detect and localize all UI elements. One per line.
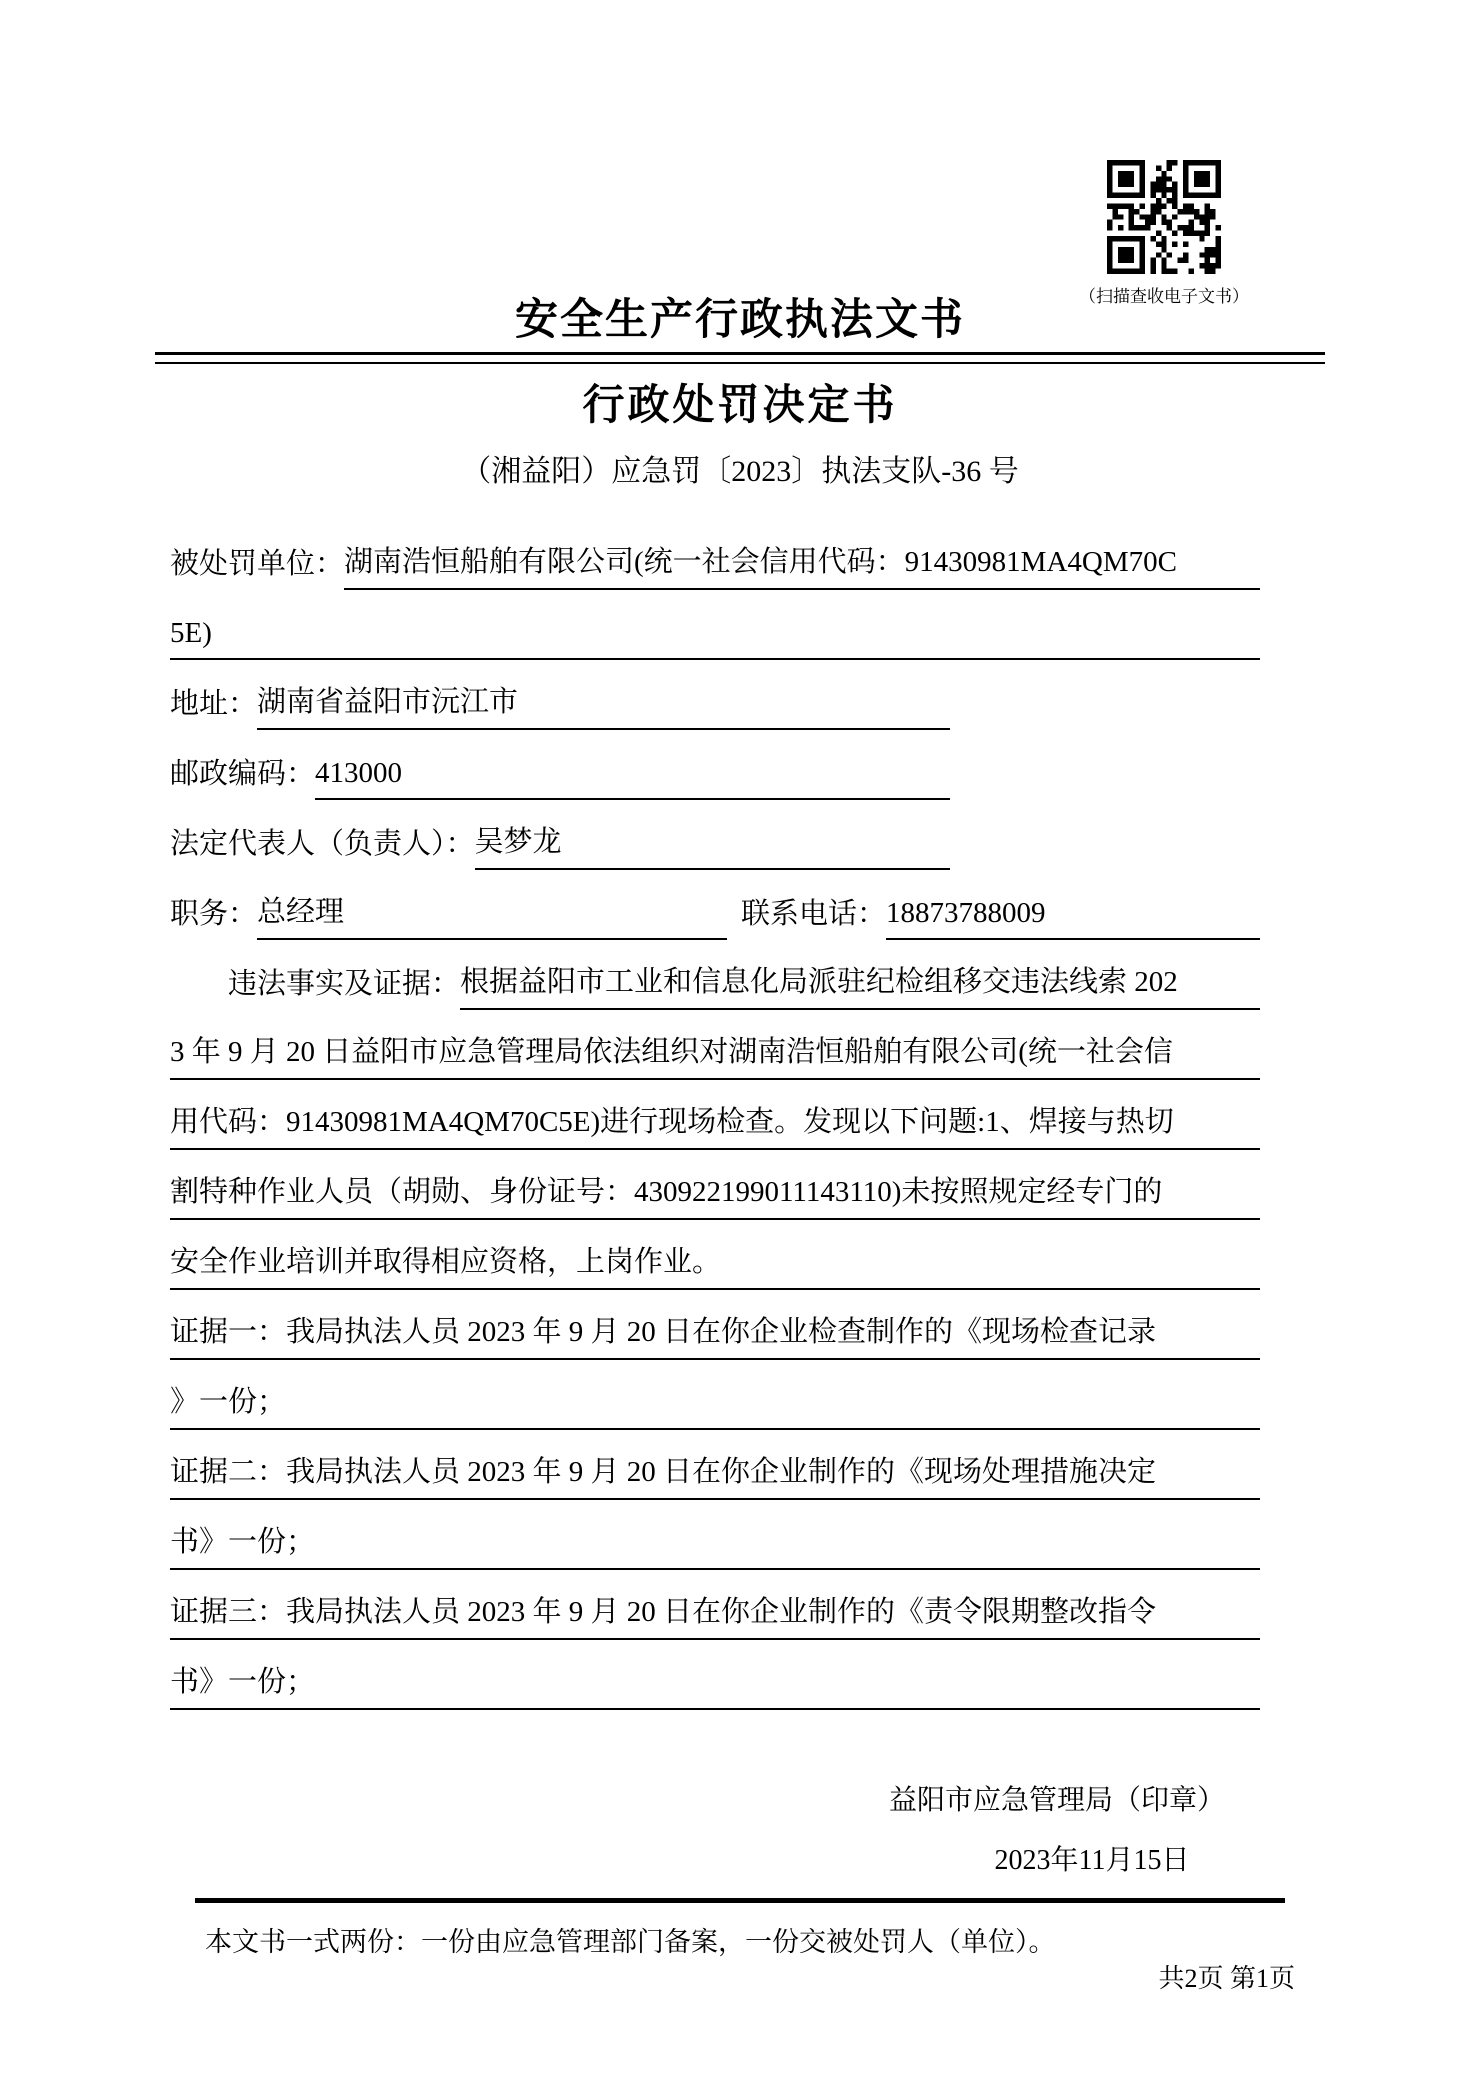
footer-rule: [195, 1898, 1285, 1903]
evidence-2-line-1: [170, 1430, 1260, 1500]
evidence-1-text-2: 》一份；: [170, 1379, 1260, 1430]
field-line-position-phone: [170, 870, 1260, 940]
footer-note: 本文书一式两份：一份由应急管理部门备案，一份交被处罚人（单位）。: [205, 1927, 1056, 1957]
page-title: 行政处罚决定书: [582, 383, 898, 429]
facts-line-1: [170, 940, 1260, 1010]
facts-value-2: 3 年 9 月 20 日益阳市应急管理局依法组织对湖南浩恒船舶有限公司(统一社会信: [170, 1029, 1260, 1080]
evidence-1-line-2: [170, 1360, 1260, 1430]
phone-value: 18873788009: [886, 897, 1260, 940]
field-line-postal-code: [170, 730, 1260, 800]
facts-line-4: [170, 1150, 1260, 1220]
postal-code-value: 413000: [315, 757, 950, 800]
facts-value-5: 安全作业培训并取得相应资格，上岗作业。: [170, 1239, 1260, 1290]
field-line-address: [170, 660, 1260, 730]
evidence-1-line-1: [170, 1290, 1260, 1360]
evidence-1-text-1: 证据一：我局执法人员 2023 年 9 月 20 日在你企业检查制作的《现场检查记录: [170, 1309, 1260, 1360]
issue-date: 2023年11月15日: [994, 1845, 1190, 1876]
legal-rep-value: 吴梦龙: [475, 819, 950, 870]
evidence-3-text-1: 证据三：我局执法人员 2023 年 9 月 20 日在你企业制作的《责令限期整改指令: [170, 1589, 1260, 1640]
position-label: 职务：: [170, 898, 258, 930]
field-line-penalized-unit-cont: [170, 590, 1260, 660]
address-value: 湖南省益阳市沅江市: [257, 679, 950, 730]
facts-line-3: [170, 1080, 1260, 1150]
penalized-unit-value-cont: 5E): [170, 617, 1260, 660]
evidence-2-text-1: 证据二：我局执法人员 2023 年 9 月 20 日在你企业制作的《现场处理措施决定: [170, 1449, 1260, 1500]
evidence-2-text-2: 书》一份；: [170, 1519, 1260, 1570]
qr-caption: （扫描查收电子文书）: [1079, 287, 1249, 306]
facts-label: 违法事实及证据：: [228, 968, 461, 1000]
legal-rep-label: 法定代表人（负责人）：: [170, 828, 475, 860]
facts-value-3: 用代码：91430981MA4QM70C5E)进行现场检查。发现以下问题:1、焊接与热切: [170, 1099, 1260, 1150]
penalized-unit-value: 湖南浩恒船舶有限公司(统一社会信用代码：91430981MA4QM70C: [344, 539, 1260, 590]
qr-code-icon: [1078, 160, 1250, 274]
position-value: 总经理: [257, 889, 727, 940]
header-double-rule: [155, 352, 1325, 364]
signature-block: [889, 1778, 1225, 1878]
facts-value-1: 根据益阳市工业和信息化局派驻纪检组移交违法线索 202: [460, 959, 1260, 1010]
phone-label: 联系电话：: [741, 898, 887, 930]
document-body: [170, 520, 1260, 1710]
evidence-3-line-1: [170, 1570, 1260, 1640]
evidence-3-line-2: [170, 1640, 1260, 1710]
doc-category-title: 安全生产行政执法文书: [515, 297, 965, 344]
facts-value-4: 割特种作业人员（胡勋、身份证号：430922199011143110)未按照规定经专门的: [170, 1169, 1260, 1220]
evidence-2-line-2: [170, 1500, 1260, 1570]
postal-code-label: 邮政编码：: [170, 758, 316, 790]
field-line-legal-rep: [170, 800, 1260, 870]
issuing-authority: 益阳市应急管理局（印章）: [888, 1785, 1225, 1816]
evidence-3-text-2: 书》一份；: [170, 1659, 1260, 1710]
doc-number: （湘益阳）应急罚〔2023〕执法支队-36 号: [461, 455, 1019, 488]
facts-line-2: [170, 1010, 1260, 1080]
page-indicator: 共2页 第1页: [1158, 1964, 1295, 1993]
address-label: 地址：: [170, 688, 258, 720]
qr-block: [1078, 160, 1250, 307]
field-line-penalized-unit: [170, 520, 1260, 590]
penalized-unit-label: 被处罚单位：: [170, 548, 345, 580]
facts-line-5: [170, 1220, 1260, 1290]
